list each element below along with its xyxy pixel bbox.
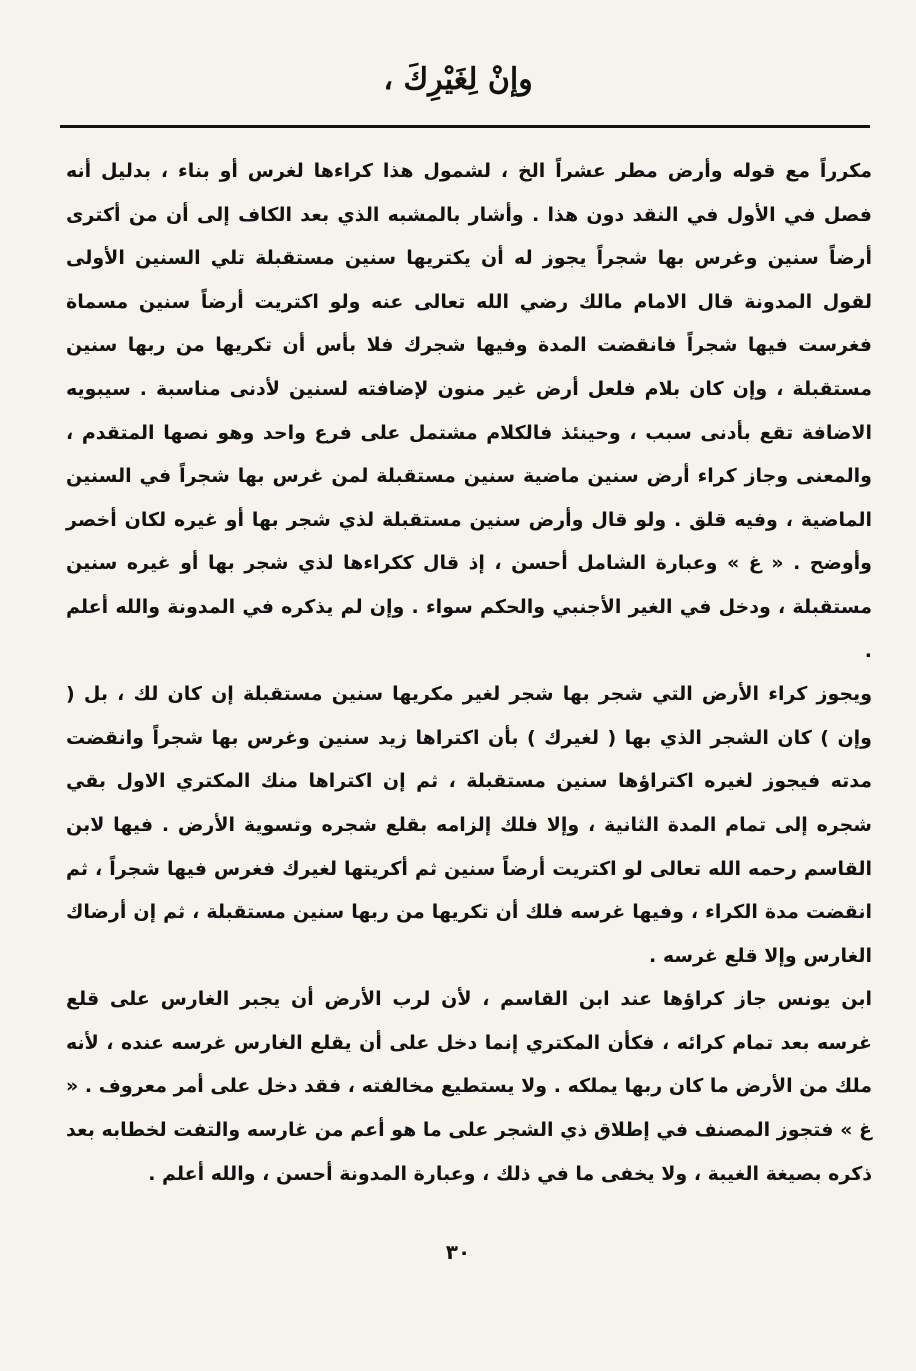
page-header-title: وإنْ لِغَيْرِكَ ، [383, 62, 533, 97]
paragraph-3: ابن يونس جاز كراؤها عند ابن القاسم ، لأن لرب الأرض أن يجبر الغارس على قلع غرسه بعد تمام كرائه ، فكأن المكتري إنما دخل على أن يقلع الغارس غرسه عنده ، لأنه ملك من الأرض ما كان ربها يملكه . ولا يستطيع مخالفته ، فقد دخل على أمر معروف . « غ » فتجوز المصنف في إطلاق ذي الشجر على ما هو أعم من غارسه والتفت لخطابه بعد ذكره بصيغة الغيبة ، ولا يخفى ما في ذلك ، وعبارة المدونة أحسن ، والله أعلم . [66, 988, 872, 1185]
body-text [66, 150, 872, 1196]
paragraph-2: ويجوز كراء الأرض التي شجر بها شجر لغير مكريها سنين مستقبلة إن كان لك ، بل ( وإن ) كان الشجر الذي بها ( لغيرك ) بأن اكتراها زيد سنين وغرس بها شجراً وانقضت مدته فيجوز لغيره اكتراؤها سنين مستقبلة ، ثم إن اكتراها منك المكتري الاول بقي شجره إلى تمام المدة الثانية ، وإلا فلك إلزامه بقلع شجره وتسوية الأرض . فيها لابن القاسم رحمه الله تعالى لو اكتريت أرضاً سنين ثم أكريتها لغيرك فغرس فيها شجراً ، ثم انقضت مدة الكراء ، وفيها غرسه فلك أن تكريها من ربها سنين مستقبلة ، ثم إن أرضاك الغارس وإلا قلع غرسه . [66, 683, 872, 967]
paragraph-1: مكرراً مع قوله وأرض مطر عشراً الخ ، لشمول هذا كراءها لغرس أو بناء ، بدليل أنه فصل في الأول في النقد دون هذا . وأشار بالمشبه الذي بعد الكاف إلى أن من أكترى أرضاً سنين وغرس بها شجراً يجوز له أن يكتريها سنين مستقبلة تلي السنين الأولى لقول المدونة قال الامام مالك رضي الله تعالى عنه ولو اكتريت أرضاً سنين مسماة فغرست فيها شجراً فانقضت المدة وفيها شجرك فلا بأس أن تكريها من ربها سنين مستقبلة ، وإن كان بلام فلعل أرض غير منون لإضافته لسنين لأدنى مناسبة . سيبويه الاضافة تقع بأدنى سبب ، وحينئذ فالكلام مشتمل على فرع واحد وهو نصها المتقدم ، والمعنى وجاز كراء أرض سنين ماضية سنين مستقبلة لمن غرس بها شجراً في السنين الماضية ، وفيه قلق . ولو قال وأرض سنين مستقبلة لذي شجر بها أو غيره لكان أخصر وأوضح . « غ » وعبارة الشامل أحسن ، إذ قال ككراءها لذي شجر بها أو غيره سنين مستقبلة ، ودخل في الغير الأجنبي والحكم سواء . وإن لم يذكره في المدونة والله أعلم . [66, 160, 872, 662]
page-number: ٣٠ [445, 1240, 471, 1264]
header-divider [60, 125, 870, 128]
